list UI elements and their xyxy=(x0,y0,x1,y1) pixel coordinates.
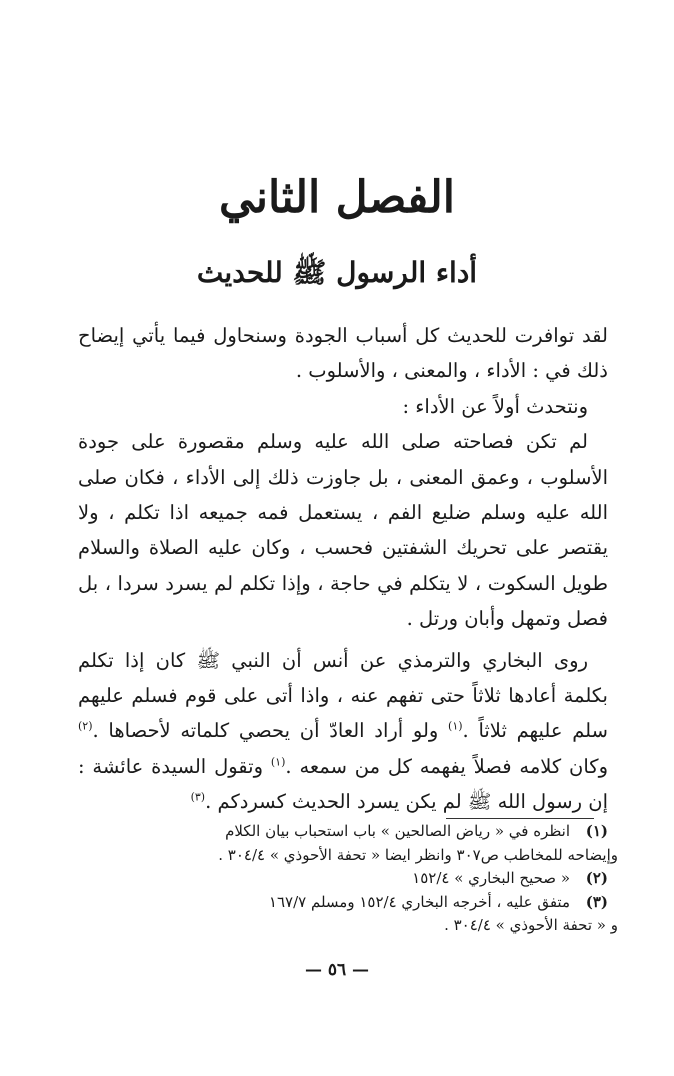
quote-part-1: روى البخاري والترمذي عن أنس أن النبي ﷺ كان إذا تكلم بكلمة أعادها ثلاثاً حتى تفهم عنه ، واذا أتى على قوم فسلم عليهم سلم عليهم ثلاثاً . xyxy=(78,648,608,743)
page-number: — ٥٦ — xyxy=(304,960,370,980)
chapter-title: الفصل الثاني xyxy=(219,172,455,223)
footnote-ref-4: (٣) xyxy=(190,790,206,804)
footnote-number: (٢) xyxy=(585,869,608,887)
footnote-2 xyxy=(68,867,608,891)
footnote-text: « صحيح البخاري » ١٥٢/٤ xyxy=(412,869,570,887)
footnote-1 xyxy=(68,820,618,867)
footnote-ref-2: (٢) xyxy=(78,719,93,733)
paragraph-performance-heading: ونتحدث أولاً عن الأداء : xyxy=(402,394,588,418)
quote-part-2: ولو أراد العادّ أن يحصي كلماته لأحصاها . xyxy=(92,719,449,743)
footnote-divider xyxy=(446,818,594,819)
footnote-number: (٣) xyxy=(585,892,608,911)
footnote-text: متفق عليه ، أخرجه البخاري ١٥٢/٤ ومسلم ١٦٧/٧ xyxy=(268,892,570,911)
footnote-ref-3: (١) xyxy=(270,755,286,769)
footnote-3 xyxy=(68,891,618,938)
quote-part-3: وكان كلامه فصلاً يفهمه كل من سمعه . xyxy=(285,754,609,778)
paragraph-hadith-quote xyxy=(78,643,608,820)
footnote-continuation: و « تحفة الأحوذي » ٣٠٤/٤ . xyxy=(444,916,618,934)
footnotes xyxy=(68,820,618,938)
footnote-ref-1: (١) xyxy=(448,719,463,733)
paragraph-eloquence: لم تكن فصاحته صلى الله عليه وسلم مقصورة على جودة الأسلوب ، وعمق المعنى ، بل جاوزت ذلك إلى الأداء ، فكان صلى الله عليه وسلم ضليع الفم ، يستعمل فمه جميعه اذا تكلم ، ولا يقتصر على تحريك الشفتين فحسب ، وكان عليه الصلاة والسلام طويل السكوت ، لا يتكلم في حاجة ، وإذا تكلم لم يسرد سردا ، بل فصل وتمهل وأبان ورتل . xyxy=(78,430,608,631)
footnote-text: انظره في « رياض الصالحين » باب استحباب بيان الكلام xyxy=(225,822,570,840)
chapter-subtitle: أداء الرسول ﷺ للحديث xyxy=(196,256,478,289)
quote-part-4: وتقول السيدة عائشة : إن رسول الله ﷺ لم يكن يسرد الحديث كسردكم . xyxy=(78,754,608,814)
paragraph-intro: لقد توافرت للحديث كل أسباب الجودة وسنحاول فيما يأتي إيضاح ذلك في : الأداء ، والمعنى ، والأسلوب . xyxy=(78,324,608,383)
footnote-number: (١) xyxy=(585,822,608,840)
footnote-continuation: وإيضاحه للمخاطب ص٣٠٧ وانظر ايضا « تحفة الأحوذي » ٣٠٤/٤ . xyxy=(218,845,618,864)
body-text xyxy=(78,318,608,820)
